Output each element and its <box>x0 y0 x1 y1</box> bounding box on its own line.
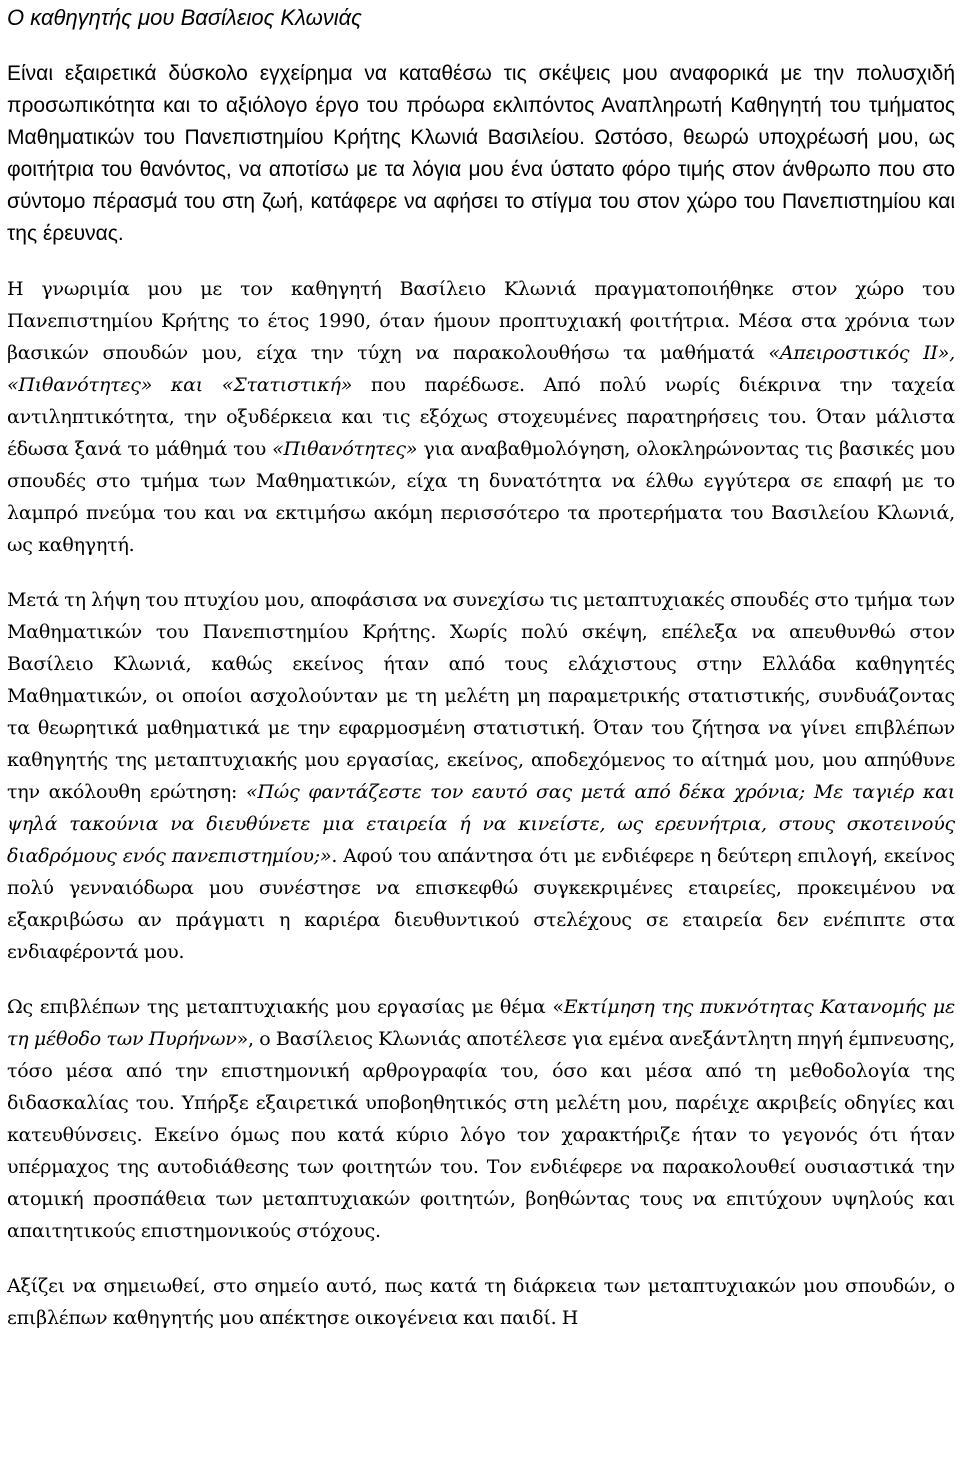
italic-quote: «Πώς φαντάζεστε τον εαυτό σας μετά από δέκα χρόνια; Με ταγιέρ και ψηλά τακούνια να διευθύνετε μια εταιρεία ή να κινείστε, ως ερευνήτρια, στους σκοτεινούς διαδρόμους ενός πανεπιστημίου;» <box>7 781 955 867</box>
paragraph-1 <box>7 58 955 250</box>
text-run: Η γνωριμία μου με τον καθηγητή Βασίλειο Κλωνιά πραγματοποιήθηκε στον χώρο του Πανεπιστημίου Κρήτης το έτος 1990, όταν ήμουν προπτυχιακή φοιτήτρια. Μέσα στα χρόνια των βασικών σπουδών μου, είχα την τύχη να παρακολουθήσω τα μαθήματά <box>7 278 955 364</box>
paragraph-5 <box>7 1270 955 1334</box>
italic-course-title: «Πιθανότητες» <box>272 438 418 460</box>
paragraph-2 <box>7 273 955 561</box>
text-run: Είναι εξαιρετικά δύσκολο εγχείρημα να καταθέσω τις σκέψεις μου αναφορικά με την πολυσχιδή προσωπικότητα και το αξιόλογο έργο του πρόωρα εκλιπόντος Αναπληρωτή Καθηγητή του τμήματος Μαθηματικών του Πανεπιστημίου Κρήτης Κλωνιά Βασιλείου. Ωστόσο, θεωρώ υποχρέωσή μου, ως φοιτήτρια του θανόντος, να αποτίσω με τα λόγια μου ένα ύστατο φόρο τιμής στον άνθρωπο που στο σύντομο πέρασμά του στη ζωή, κατάφερε να αφήσει το στίγμα του στον χώρο του Πανεπιστημίου και της έρευνας. <box>7 62 955 245</box>
page-title: Ο καθηγητής μου Βασίλειος Κλωνιάς <box>7 5 362 30</box>
italic-thesis-title: Εκτίμηση της πυκνότητας Κατανομής με τη μέθοδο των Πυρήνων <box>7 996 955 1050</box>
paragraph-3 <box>7 584 955 968</box>
text-run: », ο Βασίλειος Κλωνιάς αποτέλεσε για εμένα ανεξάντλητη πηγή έμπνευσης, τόσο μέσα από την επιστημονική αρθρογραφία του, όσο και μέσα από τη μεθοδολογία της διδασκαλίας του. Υπήρξε εξαιρετικά υποβοηθητικός στη μελέτη μου, παρέιχε ακριβείς οδηγίες και κατευθύνσεις. Εκείνο όμως που κατά κύριο λόγο τον χαρακτήριζε ήταν το γεγονός ότι ήταν υπέρμαχος της αυτοδιάθεσης των φοιτητών του. Τον ενδιέφερε να παρακολουθεί ουσιαστικά την ατομική προσπάθεια των μεταπτυχιακών φοιτητών, βοηθώντας τους να επιτύχουν υψηλούς και απαιτητικούς επιστημονικούς στόχους. <box>7 1028 955 1242</box>
text-run: Μετά τη λήψη του πτυχίου μου, αποφάσισα να συνεχίσω τις μεταπτυχιακές σπουδές στο τμήμα των Μαθηματικών του Πανεπιστημίου Κρήτης. Χωρίς πολύ σκέψη, επέλεξα να απευθυνθώ στον Βασίλειο Κλωνιά, καθώς εκείνος ήταν από τους ελάχιστους στην Ελλάδα καθηγητές Μαθηματικών, οι οποίοι ασχολούνταν με τη μελέτη μη παραμετρικής στατιστικής, συνδυάζοντας τα θεωρητικά μαθηματικά με την εφαρμοσμένη στατιστική. Όταν του ζήτησα να γίνει επιβλέπων καθηγητής της μεταπτυχιακής μου εργασίας, εκείνος, αποδεχόμενος το αίτημά μου, μου απηύθυνε την ακόλουθη ερώτηση: <box>7 589 955 803</box>
italic-course-titles: «Απειροστικός ΙΙ», «Πιθανότητες» και «Στατιστική» <box>7 342 955 396</box>
text-run: . Αφού του απάντησα ότι με ενδιέφερε η δεύτερη επιλογή, εκείνος πολύ γενναιόδωρα μου συνέστησε να επισκεφθώ συγκεκριμένες εταιρείες, προκειμένου να εξακριβώσω αν πράγματι η καριέρα διευθυντικού στελέχους σε εταιρεία δεν ενέπιπτε στα ενδιαφέροντά μου. <box>7 845 955 963</box>
text-run: για αναβαθμολόγηση, ολοκληρώνοντας τις βασικές μου σπουδές στο τμήμα των Μαθηματικών, είχα τη δυνατότητα να έλθω εγγύτερα σε επαφή με το λαμπρό πνεύμα του και να εκτιμήσω ακόμη περισσότερο τα προτερήματα του Βασιλείου Κλωνιά, ως καθηγητή. <box>7 438 955 556</box>
document-page <box>7 0 955 1334</box>
text-run: Αξίζει να σημειωθεί, στο σημείο αυτό, πως κατά τη διάρκεια των μεταπτυχιακών μου σπουδών, ο επιβλέπων καθηγητής μου απέκτησε οικογένεια και παιδί. Η <box>7 1275 955 1329</box>
paragraph-4 <box>7 991 955 1247</box>
text-run: που παρέδωσε. Από πολύ νωρίς διέκρινα την ταχεία αντιληπτικότητα, την οξυδέρκεια και τις εξόχως στοχευμένες παρατηρήσεις του. Όταν μάλιστα έδωσα ξανά το μάθημά του <box>7 374 955 460</box>
text-run: Ως επιβλέπων της μεταπτυχιακής μου εργασίας με θέμα « <box>7 996 564 1018</box>
